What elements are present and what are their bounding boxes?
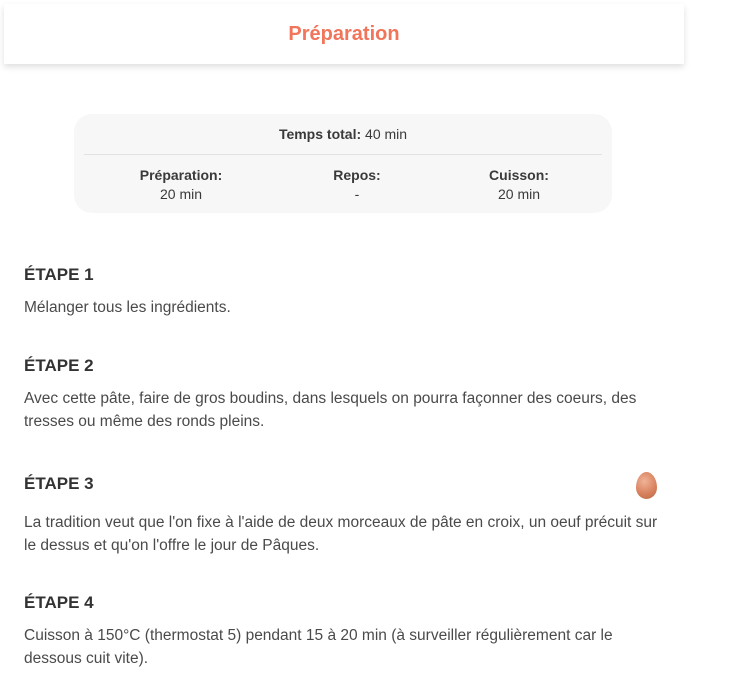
cook-time-label: Cuisson: xyxy=(489,167,549,183)
section-header xyxy=(4,4,684,64)
total-time-label: Temps total: xyxy=(278,126,362,142)
step-4-title: ÉTAPE 4 xyxy=(24,593,94,612)
cook-time-value: 20 min xyxy=(497,186,541,202)
rest-time xyxy=(287,166,427,204)
prep-time-value: 20 min xyxy=(159,186,203,202)
total-time xyxy=(74,126,612,142)
egg-icon xyxy=(636,472,657,499)
step-4-text: Cuisson à 150°C (thermostat 5) pendant 15 à 20 min (à surveiller régulièrement car le dessous cuit vite). xyxy=(24,627,613,667)
time-summary-box xyxy=(74,114,612,213)
rest-time-label: Repos: xyxy=(333,167,381,183)
rest-time-value: - xyxy=(354,186,360,202)
prep-time xyxy=(111,166,251,204)
prep-time-label: Préparation: xyxy=(139,167,223,183)
step-3-text: La tradition veut que l'on fixe à l'aide de deux morceaux de pâte en croix, un oeuf précuit sur le dessus et qu'on l'offre le jour de Pâques. xyxy=(24,514,658,554)
cook-time xyxy=(449,166,589,204)
section-title: Préparation xyxy=(288,22,400,45)
step-1-text: Mélanger tous les ingrédients. xyxy=(24,299,231,316)
step-3-title: ÉTAPE 3 xyxy=(24,474,94,493)
divider xyxy=(84,154,602,155)
total-time-value: 40 min xyxy=(365,126,408,142)
step-1-title: ÉTAPE 1 xyxy=(24,265,94,284)
step-2-text: Avec cette pâte, faire de gros boudins, dans lesquels on pourra façonner des coeurs, des tresses ou même des ronds pleins. xyxy=(24,390,637,430)
step-2-title: ÉTAPE 2 xyxy=(24,356,94,375)
